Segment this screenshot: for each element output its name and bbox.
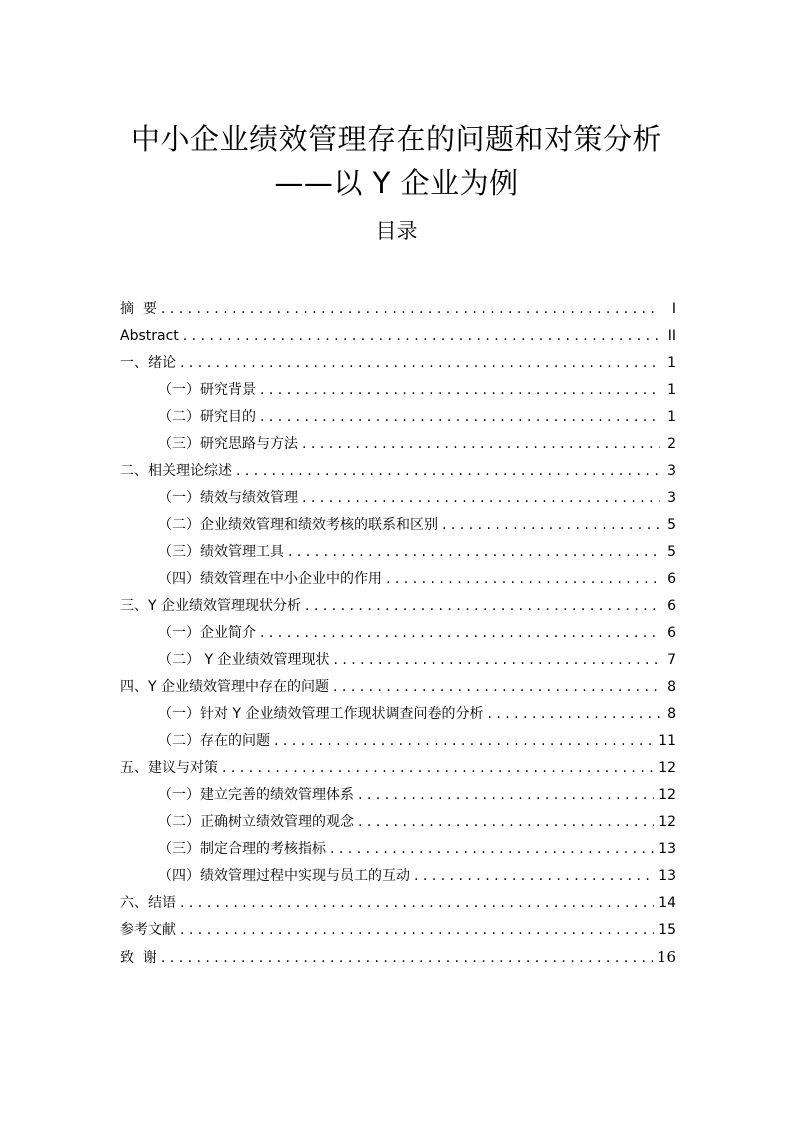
toc-entry-label: 致 谢 [120,950,157,966]
dot-leader [236,458,660,485]
toc-entry-label: （四）绩效管理在中小企业中的作用 [158,571,382,587]
toc-entry-label: （三）研究思路与方法 [158,436,298,452]
toc-entry-label: （三）绩效管理工具 [158,544,284,560]
dot-leader [260,620,660,647]
dot-leader [222,755,654,782]
toc-entry-label: （二）研究目的 [158,409,256,425]
dot-leader [302,485,660,512]
toc-page-number: 13 [658,841,676,857]
dot-leader [333,647,660,674]
toc-entry-label: 六、结语 [120,895,176,911]
toc-entry-label: （一）建立完善的绩效管理体系 [158,787,354,803]
dot-leader [161,296,660,323]
dot-leader [161,945,653,972]
toc-entry-chapter-3[interactable] [120,593,676,620]
toc-entry-label: Abstract [120,328,179,344]
toc-page-number: 14 [658,895,676,911]
toc-heading: 目录 [375,219,418,243]
toc-entry-section[interactable] [120,404,676,431]
toc-page-number: 6 [667,571,676,587]
toc-entry-label: （三）制定合理的考核指标 [158,841,326,857]
dot-leader [358,782,654,809]
dot-leader [302,431,660,458]
toc-page-number: 12 [658,760,676,776]
toc-entry-label: （二）企业绩效管理和绩效考核的联系和区别 [158,517,438,533]
toc-page-number: 3 [667,490,676,506]
toc-page-number: 8 [667,679,676,695]
toc-page-number: 6 [667,625,676,641]
toc-entry-label: 一、绪论 [120,355,176,371]
toc-entry-chapter-2[interactable] [120,458,676,485]
toc-entry-abstract-en[interactable] [120,323,676,350]
toc-entry-label: 摘 要 [120,301,157,317]
table-of-contents [120,296,676,971]
toc-entry-section[interactable] [120,431,676,458]
toc-page-number: 8 [667,706,676,722]
toc-entry-section[interactable] [120,863,676,890]
toc-page-number: 2 [667,436,676,452]
dot-leader [414,863,654,890]
document-title: 中小企业绩效管理存在的问题和对策分析 [130,122,662,156]
toc-entry-section[interactable] [120,377,676,404]
dot-leader [358,809,654,836]
toc-entry-label: （一）针对 Y 企业绩效管理工作现状调查问卷的分析 [158,706,484,722]
toc-entry-section[interactable] [120,620,676,647]
dot-leader [442,512,660,539]
dot-leader [180,350,660,377]
toc-entry-label: （一）研究背景 [158,382,256,398]
document-subtitle: ——以 Y 企业为例 [274,166,519,200]
dot-leader [274,728,654,755]
dot-leader [183,323,660,350]
toc-page-number: 11 [658,733,676,749]
toc-page-number: 1 [667,355,676,371]
toc-page-number: 15 [658,922,676,938]
toc-entry-abstract-cn[interactable] [120,296,676,323]
toc-entry-section[interactable] [120,566,676,593]
dot-leader [288,539,660,566]
toc-entry-section[interactable] [120,809,676,836]
toc-entry-section[interactable] [120,485,676,512]
dot-leader [180,890,654,917]
toc-entry-label: （一）绩效与绩效管理 [158,490,298,506]
toc-page-number: 3 [667,463,676,479]
dot-leader [260,377,660,404]
toc-entry-section[interactable] [120,701,676,728]
toc-entry-section[interactable] [120,539,676,566]
toc-page-number: 12 [658,787,676,803]
toc-entry-label: 三、Y 企业绩效管理现状分析 [120,598,302,614]
toc-entry-label: （二） Y 企业绩效管理现状 [158,652,330,668]
toc-page-number: 1 [667,382,676,398]
toc-entry-chapter-6[interactable] [120,890,676,917]
toc-page-number: 12 [658,814,676,830]
dot-leader [260,404,660,431]
toc-entry-label: （二）存在的问题 [158,733,270,749]
toc-entry-label: （四）绩效管理过程中实现与员工的互动 [158,868,410,884]
toc-entry-chapter-4[interactable] [120,674,676,701]
dot-leader [180,917,654,944]
toc-entry-label: （二）正确树立绩效管理的观念 [158,814,354,830]
toc-page-number: 5 [667,544,676,560]
toc-page-number: I [671,301,676,317]
toc-page-number: 1 [667,409,676,425]
toc-entry-chapter-1[interactable] [120,350,676,377]
toc-page-number: 16 [656,948,676,966]
toc-entry-acknowledgements[interactable] [120,944,676,971]
dot-leader [487,701,660,728]
toc-page-number: 7 [667,652,676,668]
toc-entry-section[interactable] [120,647,676,674]
toc-page-number: 5 [667,517,676,533]
toc-entry-label: 四、Y 企业绩效管理中存在的问题 [120,679,330,695]
toc-entry-section[interactable] [120,782,676,809]
dot-leader [330,836,654,863]
toc-page-number: 13 [658,868,676,884]
toc-entry-section[interactable] [120,836,676,863]
toc-entry-chapter-5[interactable] [120,755,676,782]
toc-entry-label: 二、相关理论综述 [120,463,232,479]
dot-leader [333,674,660,701]
toc-entry-label: 五、建议与对策 [120,760,218,776]
toc-entry-label: （一）企业简介 [158,625,256,641]
toc-entry-references[interactable] [120,917,676,944]
toc-entry-section[interactable] [120,728,676,755]
dot-leader [386,566,660,593]
toc-entry-label: 参考文献 [120,922,176,938]
toc-page-number: II [667,328,676,344]
toc-entry-section[interactable] [120,512,676,539]
toc-page-number: 6 [667,598,676,614]
dot-leader [305,593,660,620]
